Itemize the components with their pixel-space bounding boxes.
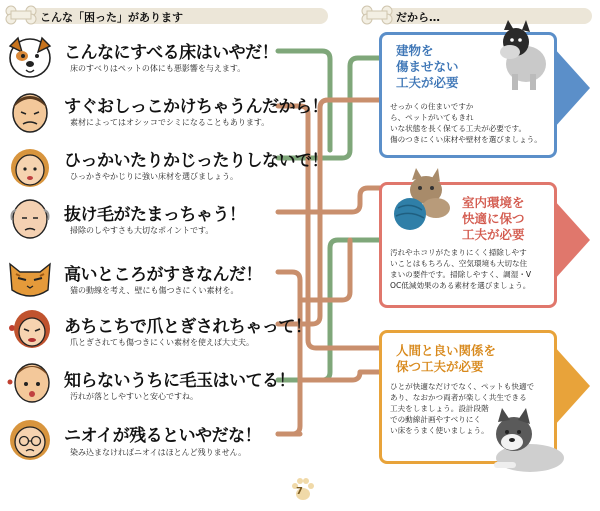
cat-face-icon <box>4 254 56 302</box>
paw-icon <box>288 476 318 504</box>
solution-title: 人間と良い関係を 保つ工夫が必要 <box>396 343 497 374</box>
problem-title: ひっかいたりかじったりしないで！ <box>64 151 328 171</box>
problem-title: あちこちで爪とぎされちゃって！ <box>64 317 312 337</box>
arrow-right-icon <box>554 200 590 280</box>
arrow-right-icon <box>554 48 590 128</box>
solution-body: せっかくの住まいですか ら、ペットがいてもきれ いな状態を長く保てる工夫が必要です。 傷のつきにくい床材や壁材を選びましょう。 <box>390 102 542 144</box>
angry-woman-face-icon <box>4 304 56 352</box>
problem-subtitle: 素材によってはオシッコでシミになることもあります。 <box>70 118 270 127</box>
problem-subtitle: 汚れが落としやすいと安心ですね。 <box>70 392 198 401</box>
problem-title: 高いところがすきなんだ！ <box>64 265 262 285</box>
kitten-with-yarn-photo <box>384 158 464 234</box>
problem-title: こんなにすべる床はいやだ！ <box>64 43 279 63</box>
problem-title: 知らないうちに毛玉はいてる！ <box>64 371 295 391</box>
problem-title: 抜け毛がたまっちゃう！ <box>64 205 246 225</box>
problem-title: ニオイが残るといやだな！ <box>64 426 262 446</box>
glasses-woman-face-icon <box>4 414 56 462</box>
solution-body: ひとが快適なだけでなく、ペットも快適で あり、なおかつ両者が楽しく共生できる 工夫をしましょう。設計段階 での動線計画やすべりにく い床をうまく使いましょう。 <box>390 382 535 435</box>
bald-man-face-icon <box>4 194 56 242</box>
surprised-man-face-icon <box>4 358 56 406</box>
problem-subtitle: ひっかきやかじりに強い床材を選びましょう。 <box>70 172 238 181</box>
dog-face-icon <box>4 32 56 80</box>
solution-body: 汚れやホコリがたまりにくく掃除しやす いことはもちろん、空気環境も大切な住 まいの要件です。掃除しやすく、調湿・V OC低減効果のある素材を選びましょう。 <box>390 248 532 290</box>
man-face-icon <box>4 88 56 136</box>
problem-subtitle: 染み込まなければニオイはほとんど残りません。 <box>70 448 247 457</box>
problem-subtitle: 爪とぎされても傷つきにくい素材を使えば大丈夫。 <box>70 338 254 347</box>
problem-title: すぐおしっこかけちゃうんだから！ <box>64 97 328 117</box>
solution-title: 建物を 傷ませない 工夫が必要 <box>396 43 459 90</box>
problem-subtitle: 床のすべりはペットの体にも悪影響を与えます。 <box>70 64 246 73</box>
schnauzer-dog-photo <box>486 18 554 92</box>
problem-subtitle: 猫の動線を考え、壁にも傷つきにくい素材を。 <box>70 286 239 295</box>
woman-face-icon <box>4 142 56 190</box>
header-left-title: こんな「困った」があります <box>40 11 183 24</box>
header-right-title: だから… <box>396 11 440 24</box>
solution-title: 室内環境を 快適に保つ 工夫が必要 <box>462 195 525 242</box>
husky-dog-photo <box>474 404 570 476</box>
page-number: 7 <box>296 486 303 497</box>
problem-subtitle: 掃除のしやすさも大切なポイントです。 <box>70 226 214 235</box>
